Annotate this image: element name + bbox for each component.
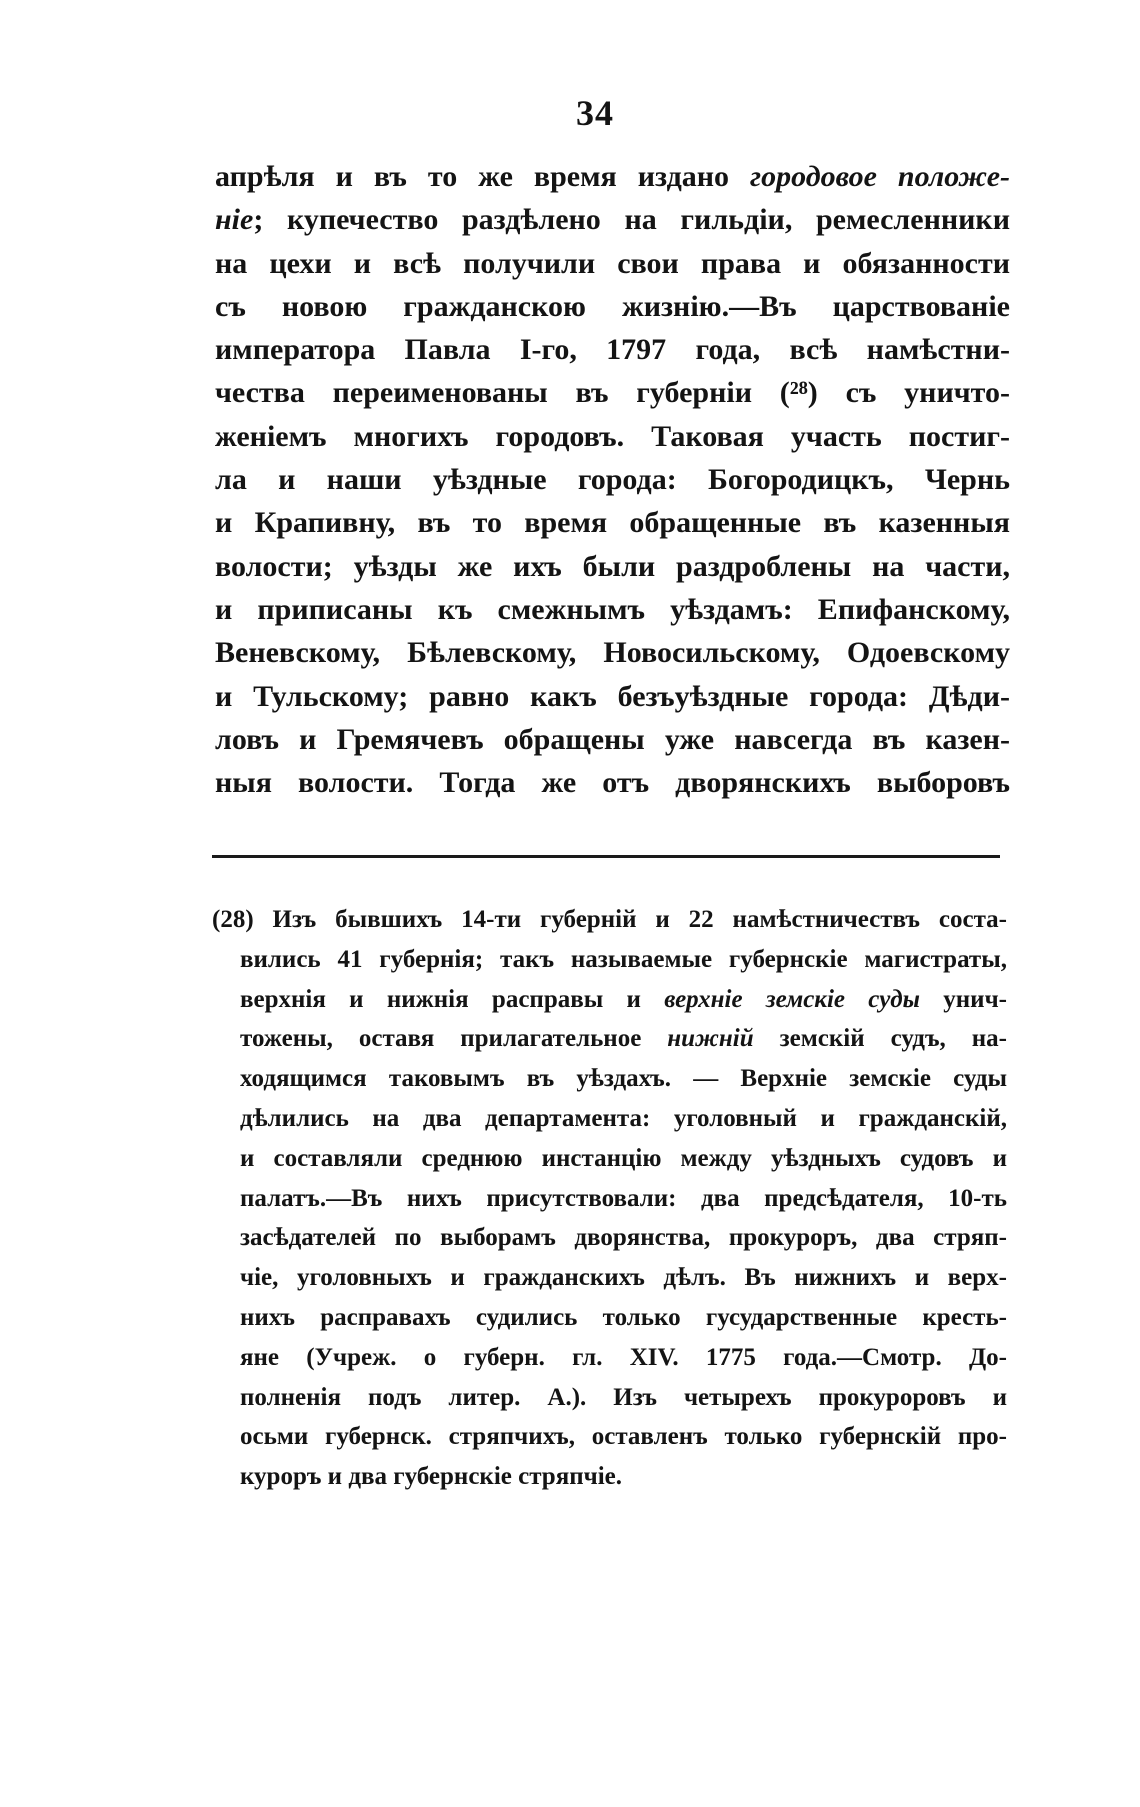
footnote-line: нихъ расправахъ судились только гусударственные кресть- <box>240 1303 1007 1331</box>
body-line: ла и наши уѣздные города: Богородицкъ, Чернь <box>215 463 1010 497</box>
footnote-line: ходящимся таковымъ въ уѣздахъ. — Верхніе земскіе суды <box>240 1065 1007 1093</box>
footnote-line: полненія подъ литер. А.). Изъ четырехъ прокуроровъ и <box>240 1383 1007 1411</box>
footnote-line: вились 41 губернія; такъ называемые губернскіе магистраты, <box>240 945 1007 973</box>
body-line: женіемъ многихъ городовъ. Таковая участь постиг- <box>215 419 1010 453</box>
footnote-line: и составляли среднюю инстанцію между уѣздныхъ судовъ и <box>240 1144 1007 1172</box>
main-text-block <box>215 155 1010 804</box>
body-line: апрѣля и въ то же время издано городовое положе- <box>215 160 1010 193</box>
footnote-line: верхнія и нижнія расправы и верхніе земскіе суды унич- <box>240 985 1007 1013</box>
body-line: на цехи и всѣ получили свои права и обязанности <box>215 246 1010 280</box>
body-line: ніе; купечество раздѣлено на гильдіи, ремесленники <box>215 203 1010 237</box>
footnote-line: (28) Изъ бывшихъ 14-ти губерній и 22 намѣстничествъ соста- <box>212 906 1007 933</box>
page-number: 34 <box>576 93 614 133</box>
footnote-block <box>212 900 1007 1497</box>
footnote-separator-rule <box>212 855 1000 858</box>
body-line: императора Павла I-го, 1797 года, всѣ намѣстни- <box>215 333 1010 367</box>
footnote-line: яне (Учреж. о губерн. гл. XIV. 1775 года.—Смотр. До- <box>240 1343 1007 1371</box>
body-line: чества переименованы въ губерніи (²⁸) съ уничто- <box>215 376 1010 410</box>
footnote-label: (28) <box>212 906 254 933</box>
footnote-line: тожены, оставя прилагательное нижній земскій судъ, на- <box>240 1025 1007 1053</box>
body-line: и Крапивну, въ то время обращенные въ казенныя <box>215 506 1010 540</box>
body-line: Веневскому, Бѣлевскому, Новосильскому, Одоевскому <box>215 636 1010 670</box>
footnote-line: засѣдателей по выборамъ дворянства, прокуроръ, два стряп- <box>240 1224 1007 1252</box>
footnote-line: дѣлились на два департамента: уголовный и гражданскій, <box>240 1104 1007 1132</box>
body-line: волости; уѣзды же ихъ были раздроблены на части, <box>215 549 1010 583</box>
footnote-line: чіе, уголовныхъ и гражданскихъ дѣлъ. Въ нижнихъ и верх- <box>240 1264 1007 1292</box>
footnote-line: палатъ.—Въ нихъ присутствовали: два предсѣдателя, 10-ть <box>240 1184 1007 1212</box>
footnote-line: куроръ и два губернскіе стряпчіе. <box>240 1463 623 1491</box>
footnote-line: осьми губернск. стряпчихъ, оставленъ только губернскій про- <box>240 1423 1007 1451</box>
body-line: ныя волости. Тогда же отъ дворянскихъ выборовъ <box>215 766 1010 800</box>
body-line: ловъ и Гремячевъ обращены уже навсегда въ казен- <box>215 722 1010 756</box>
body-line: съ новою гражданскою жизнію.—Въ царствованіе <box>215 289 1010 323</box>
body-line: и приписаны къ смежнымъ уѣздамъ: Епифанскому, <box>215 592 1010 626</box>
body-line: и Тульскому; равно какъ безъуѣздные города: Дѣди- <box>215 679 1010 713</box>
